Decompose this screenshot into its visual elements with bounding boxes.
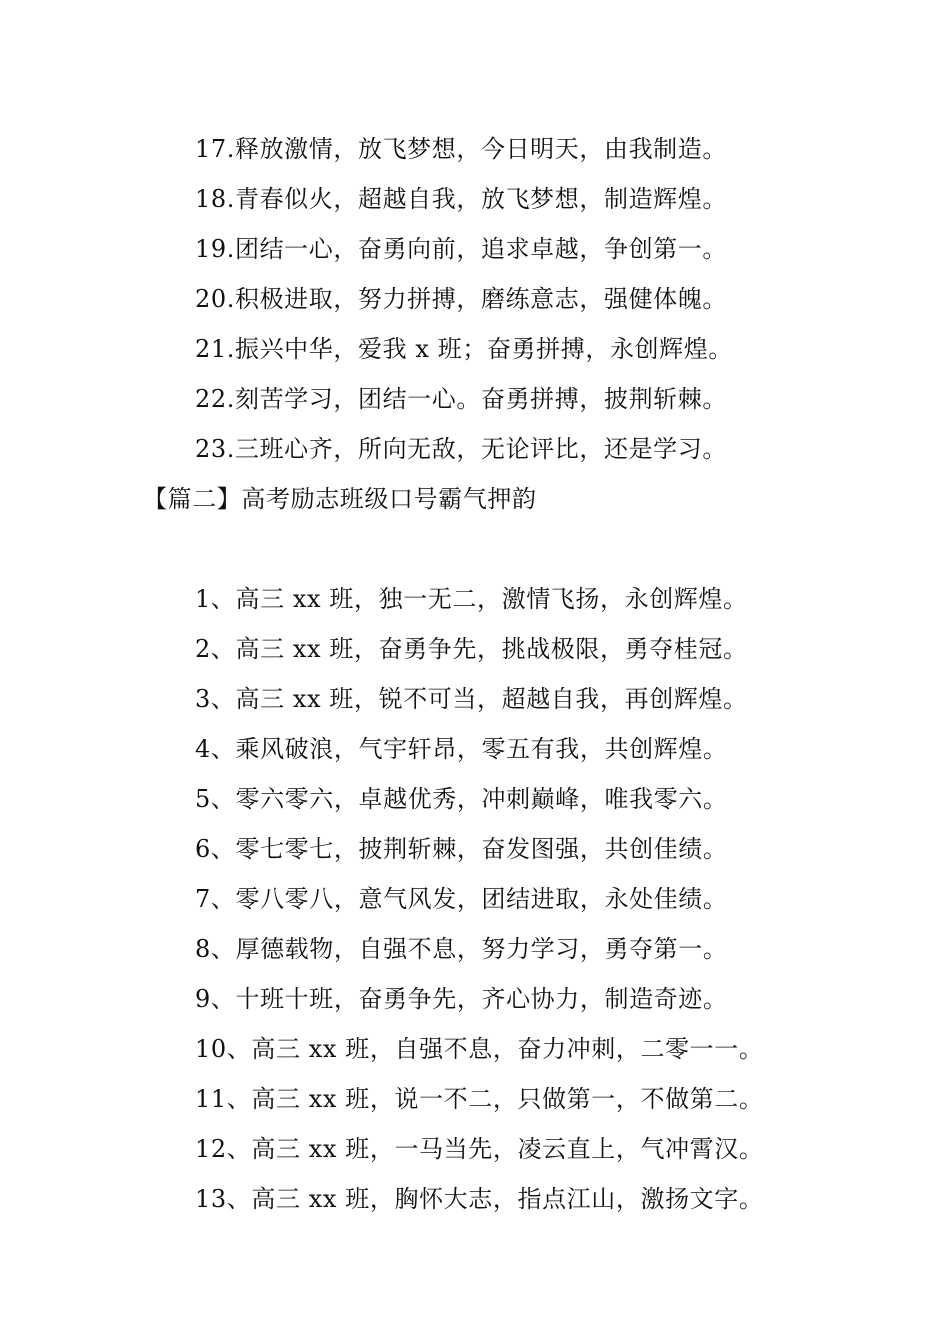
list-item: 22.刻苦学习，团结一心。奋勇拼搏，披荆斩棘。 <box>195 385 727 413</box>
list-item: 6、零七零七，披荆斩棘，奋发图强，共创佳绩。 <box>195 835 728 863</box>
list-item: 4、乘风破浪，气宇轩昂，零五有我，共创辉煌。 <box>195 735 728 763</box>
list-item: 11、高三 xx 班，说一不二，只做第一，不做第二。 <box>195 1085 764 1113</box>
list-item: 18.青春似火，超越自我，放飞梦想，制造辉煌。 <box>195 185 727 213</box>
list-item: 8、厚德载物，自强不息，努力学习，勇夺第一。 <box>195 935 728 963</box>
list-item: 2、高三 xx 班，奋勇争先，挑战极限，勇夺桂冠。 <box>195 635 748 663</box>
list-item: 10、高三 xx 班，自强不息，奋力冲刺，二零一一。 <box>195 1035 764 1063</box>
list-item: 9、十班十班，奋勇争先，齐心协力，制造奇迹。 <box>195 985 728 1013</box>
list-item: 20.积极进取，努力拼搏，磨练意志，强健体魄。 <box>195 285 727 313</box>
slogan-list-part-1 <box>195 124 733 474</box>
list-item: 13、高三 xx 班，胸怀大志，指点江山，激扬文字。 <box>195 1185 764 1213</box>
list-item: 12、高三 xx 班，一马当先，凌云直上，气冲霄汉。 <box>195 1135 764 1163</box>
slogan-list-part-2 <box>195 574 763 1224</box>
list-item: 17.释放激情，放飞梦想，今日明天，由我制造。 <box>195 135 727 163</box>
list-item: 1、高三 xx 班，独一无二，激情飞扬，永创辉煌。 <box>195 585 748 613</box>
list-item: 19.团结一心，奋勇向前，追求卓越，争创第一。 <box>195 235 727 263</box>
list-item: 3、高三 xx 班，锐不可当，超越自我，再创辉煌。 <box>195 685 748 713</box>
list-item: 5、零六零六，卓越优秀，冲刺巅峰，唯我零六。 <box>195 785 728 813</box>
list-item: 23.三班心齐，所向无敌，无论评比，还是学习。 <box>195 435 727 463</box>
section-heading: 【篇二】高考励志班级口号霸气押韵 <box>143 485 537 513</box>
list-item: 21.振兴中华，爱我 x 班；奋勇拼搏，永创辉煌。 <box>195 335 733 363</box>
list-item: 7、零八零八，意气风发，团结进取，永处佳绩。 <box>195 885 728 913</box>
